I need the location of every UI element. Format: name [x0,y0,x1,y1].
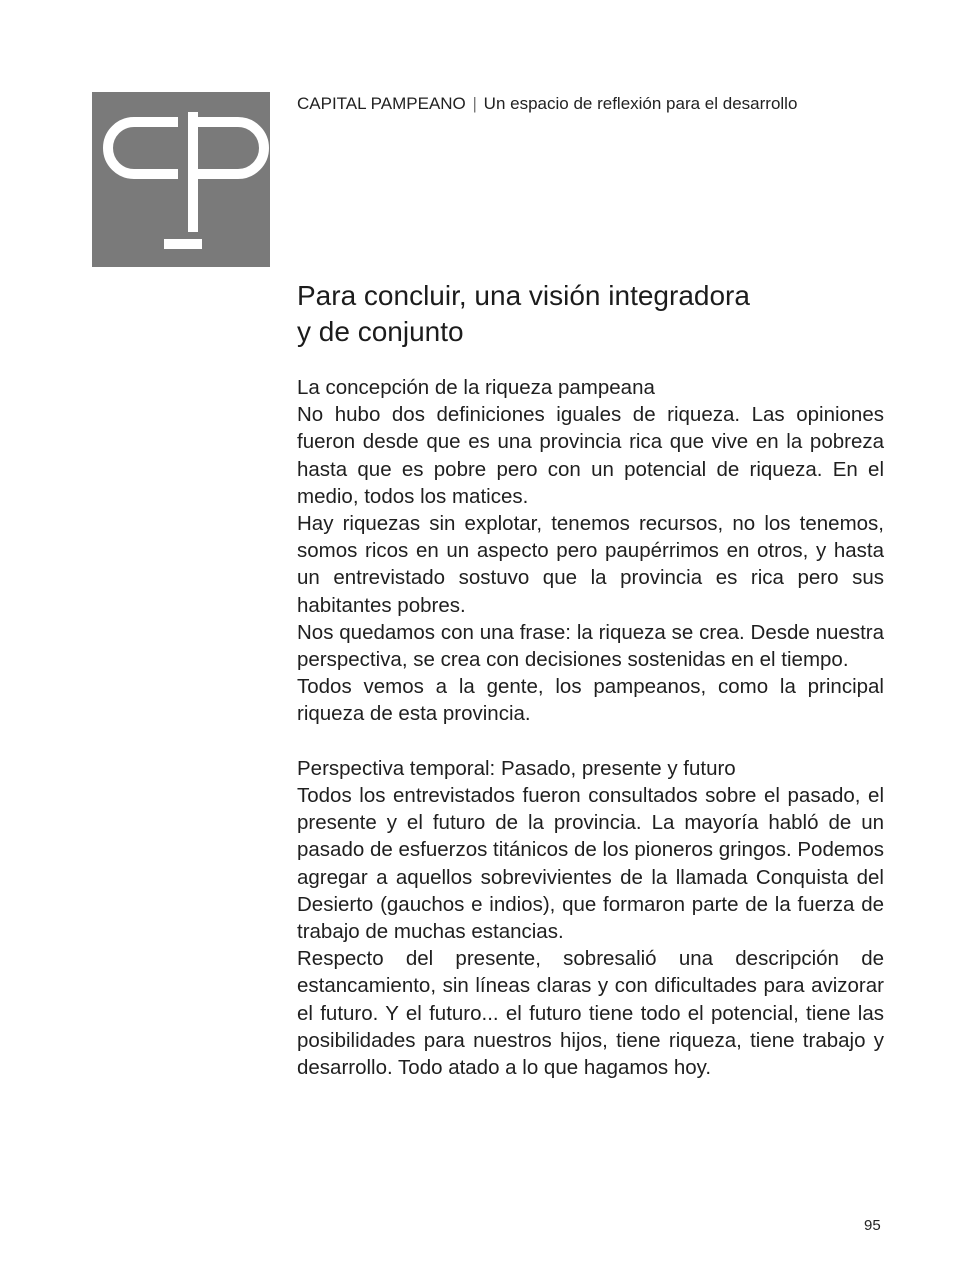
paragraph: Todos los entrevistados fueron consultados sobre el pasado, el presente y el futuro de la provincia. La mayoría habló de un pasado de esfuerzos titánicos de los pioneros gringos. Podemos agregar a aquellos sobrevivientes de la llamada Conquista del Desierto (gauchos e indios), que formaron parte de la fuerza de trabajo de muchas estancias. [297,784,884,944]
cp-logo [92,92,270,267]
page-title [297,278,897,350]
paragraph: Hay riquezas sin explotar, tenemos recursos, no los tenemos, somos ricos en un aspecto pero paupérrimos en otros, y hasta un entrevistado sostuvo que la provincia es rica pero sus habitantes pobres. [297,512,884,617]
paragraph: Respecto del presente, sobresalió una descripción de estancamiento, sin líneas claras y con dificultades para avizorar el futuro. Y el futuro... el futuro tiene todo el potencial, tiene las posibilidades para nuestros hijos, tiene riqueza, tiene trabajo y desarrollo. Todo atado a lo que hagamos hoy. [297,947,884,1080]
publication-tagline: Un espacio de reflexión para el desarrollo [483,94,798,113]
page-title-line-2: y de conjunto [297,316,464,347]
publication-name: CAPITAL PAMPEANO [297,94,466,113]
paragraph: Nos quedamos con una frase: la riqueza se crea. Desde nuestra perspectiva, se crea con decisiones sostenidas en el tiempo. [297,620,884,672]
section-heading-perspectiva: Perspectiva temporal: Pasado, presente y futuro [297,756,736,780]
section-heading-riqueza: La concepción de la riqueza pampeana [297,376,655,399]
paragraph: Todos vemos a la gente, los pampeanos, como la principal riqueza de esta provincia. [297,675,884,726]
page-title-line-1: Para concluir, una visión integradora [297,280,750,311]
paragraph: No hubo dos definiciones iguales de riqueza. Las opiniones fueron desde que es una provincia rica que vive en la pobreza hasta que es pobre pero con un potencial de riqueza. En el medio, todos los matices. [297,403,884,508]
page-number: 95 [864,1217,881,1234]
cp-monogram-icon [92,92,270,267]
section-spacer [297,728,884,755]
header-separator: | [472,94,477,113]
running-header [297,93,797,115]
body-text [297,374,884,1081]
